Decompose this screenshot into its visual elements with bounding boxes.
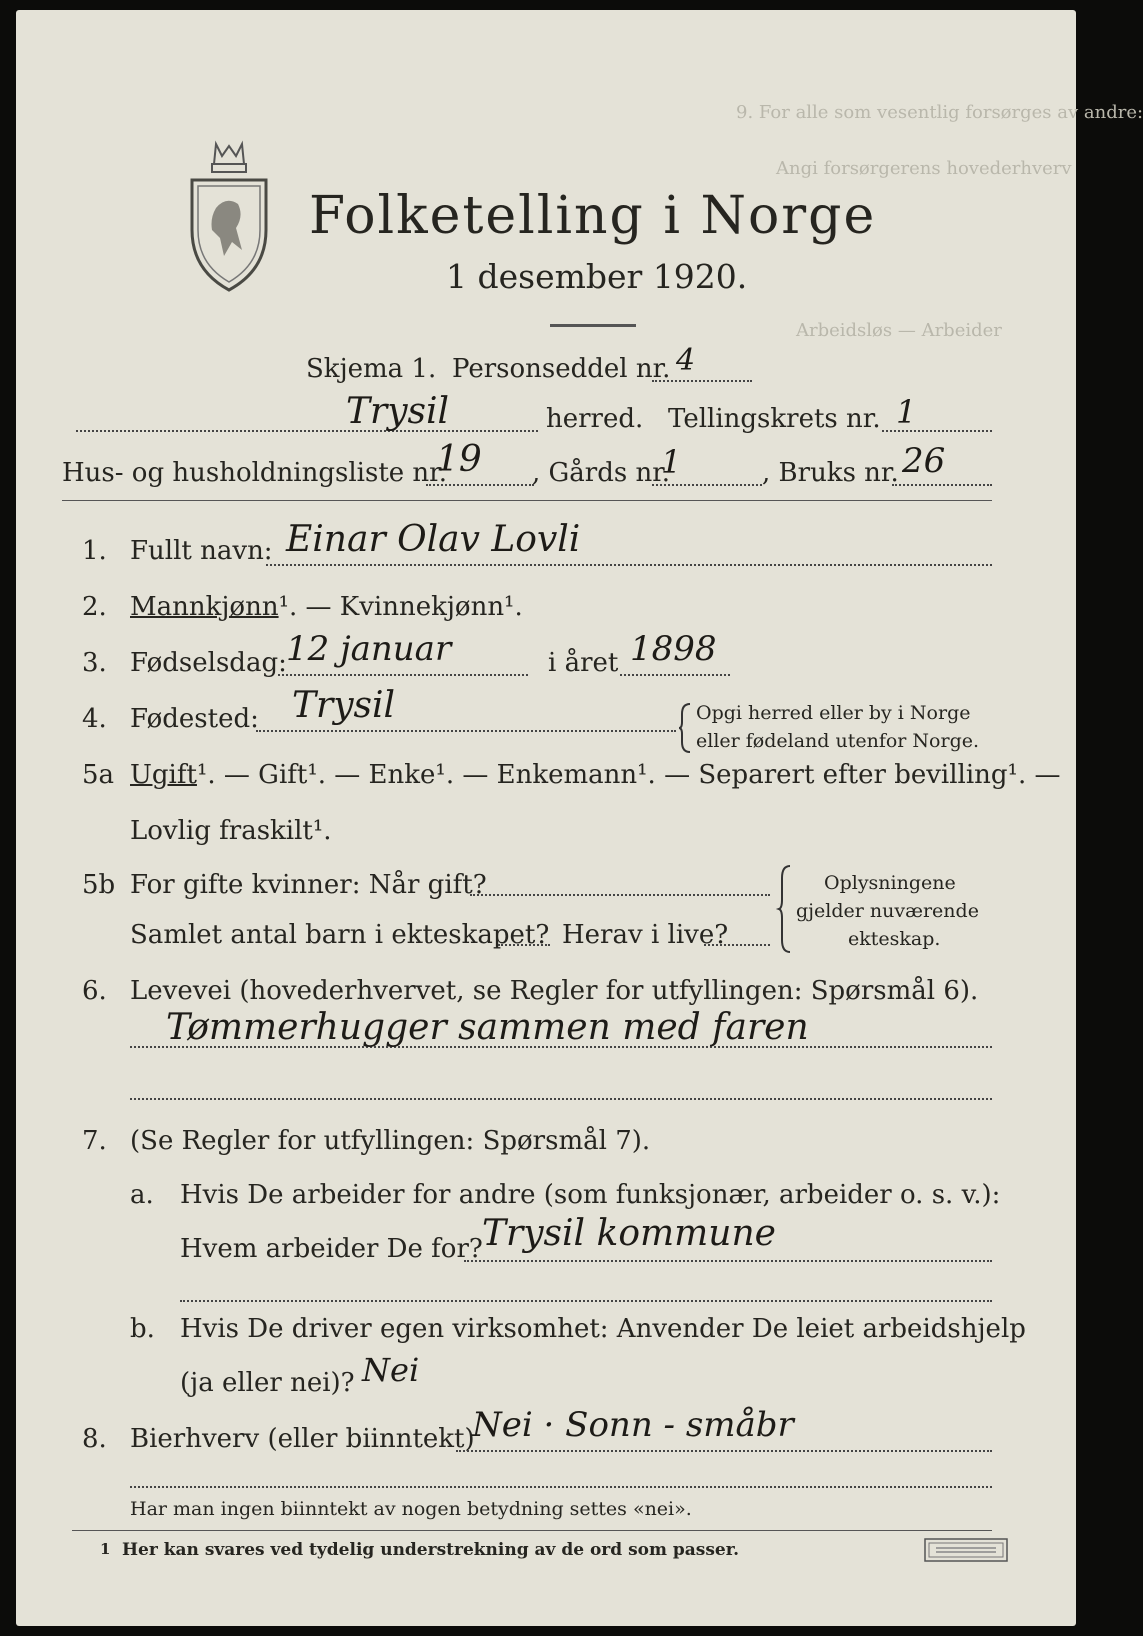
q3-value: 12 januar	[286, 629, 452, 669]
q6-line-2	[130, 1098, 992, 1100]
hus-label: Hus- og husholdningsliste nr.	[62, 458, 448, 488]
q8-line	[456, 1450, 992, 1452]
coat-of-arms-icon	[186, 138, 272, 298]
tellingskrets-value: 1	[896, 393, 917, 431]
footnote-mark: 1	[100, 1540, 111, 1558]
bruks-value: 26	[902, 441, 946, 481]
q5b-line1: For gifte kvinner: Når gift?	[130, 870, 487, 900]
q7-number: 7.	[82, 1126, 107, 1156]
q5a-line2: Lovlig fraskilt¹.	[130, 816, 332, 846]
q1-line	[266, 564, 992, 566]
q7a-line-2	[180, 1300, 992, 1302]
q7b-question: (ja eller nei)?	[180, 1368, 355, 1398]
q2-options	[130, 594, 523, 620]
q5a-ugift-option: Ugift	[130, 760, 197, 790]
q5a-options	[130, 762, 1061, 788]
q7-label: (Se Regler for utfyllingen: Spørsmål 7).	[130, 1126, 651, 1156]
q3-number: 3.	[82, 648, 107, 678]
q4-number: 4.	[82, 704, 107, 734]
q5b-line2b: Herav i live?	[562, 920, 729, 950]
q5b-brace-icon	[778, 864, 792, 954]
bruks-label: , Bruks nr.	[762, 458, 899, 488]
personseddel-value: 4	[676, 343, 696, 378]
q2-separator: ¹. —	[278, 592, 340, 622]
q1-number: 1.	[82, 536, 107, 566]
footer-note: Har man ingen biinntekt av nogen betydning settes «nei».	[130, 1498, 692, 1520]
q5b-line1-fill	[470, 894, 770, 896]
q1-value: Einar Olav Lovli	[286, 519, 581, 560]
footer-rule	[72, 1530, 992, 1531]
q5a-other-options: ¹. — Gift¹. — Enke¹. — Enkemann¹. — Separert efter bevilling¹. —	[196, 760, 1061, 790]
printer-stamp-icon	[924, 1538, 1008, 1562]
q1-label: Fullt navn:	[130, 536, 273, 566]
q8-line-2	[130, 1486, 992, 1488]
footnote-text: Her kan svares ved tydelig understrekning av de ord som passer.	[122, 1540, 740, 1560]
hus-line	[426, 484, 534, 486]
q7a-value: Trysil kommune	[482, 1213, 776, 1254]
q2-number: 2.	[82, 592, 107, 622]
q7b-line: Hvis De driver egen virksomhet: Anvender De leiet arbeidshjelp	[180, 1314, 1026, 1344]
form-date: 1 desember 1920.	[446, 257, 748, 296]
q8-label: Bierhverv (eller biinntekt)	[130, 1424, 475, 1454]
skjema-label: Skjema 1.	[306, 354, 437, 384]
q3-label: Fødselsdag:	[130, 648, 287, 678]
q7a-line: Hvis De arbeider for andre (som funksjonær, arbeider o. s. v.):	[180, 1180, 1001, 1210]
q5a-number: 5a	[82, 760, 115, 790]
q3-year-value: 1898	[630, 629, 717, 669]
q4-brace-icon	[678, 702, 692, 754]
q5b-barn-fill	[498, 944, 550, 946]
q5b-live-fill	[704, 944, 770, 946]
q2-female-option: Kvinnekjønn¹.	[339, 592, 523, 622]
q8-number: 8.	[82, 1424, 107, 1454]
q6-number: 6.	[82, 976, 107, 1006]
q4-value: Trysil	[292, 685, 396, 726]
q5b-number: 5b	[82, 870, 116, 900]
form-title: Folketelling i Norge	[309, 186, 877, 246]
q7a-line-1	[464, 1260, 992, 1262]
q5b-note-2: gjelder nuværende	[796, 900, 979, 922]
herred-label: herred.	[546, 404, 644, 434]
bruks-line	[892, 484, 992, 486]
q4-note-2: eller fødeland utenfor Norge.	[696, 730, 980, 752]
personseddel-label: Personseddel nr.	[452, 354, 671, 384]
q6-label: Levevei (hovederhvervet, se Regler for utfyllingen: Spørsmål 6).	[130, 976, 979, 1006]
herred-line	[76, 430, 538, 432]
gards-label: , Gårds nr.	[532, 458, 671, 488]
q3-year-line	[620, 674, 730, 676]
q7a-question: Hvem arbeider De for?	[180, 1234, 483, 1264]
q7b-letter: b.	[130, 1314, 155, 1344]
q3-date-line	[278, 674, 528, 676]
title-divider	[550, 324, 636, 327]
herred-value: Trysil	[346, 391, 450, 432]
q5b-note-1: Oplysningene	[824, 872, 956, 894]
q8-value: Nei · Sonn - småbr	[472, 1405, 794, 1445]
q4-label: Fødested:	[130, 704, 259, 734]
q4-note-1: Opgi herred eller by i Norge	[696, 702, 971, 724]
q2-male-option: Mannkjønn	[130, 592, 279, 622]
hus-value: 19	[436, 439, 482, 480]
q5b-line2a: Samlet antal barn i ekteskapet?	[130, 920, 550, 950]
gards-line	[652, 484, 762, 486]
personseddel-line	[652, 380, 752, 382]
tellingskrets-label: Tellingskrets nr.	[668, 404, 881, 434]
q6-value: Tømmerhugger sammen med faren	[166, 1007, 809, 1048]
header-rule	[62, 500, 992, 501]
q3-year-label: i året	[548, 648, 619, 678]
q5b-note-3: ekteskap.	[848, 928, 941, 950]
census-form-page: Folketelling i Norge 1 desember 1920. 9. For alle som vesentlig forsørges av andre: Angi forsørgerens hovederhverv Arbeidsløs — Arbeider Skjema 1. Personseddel nr. 4 Trysil herred. Tellingskrets nr. 1 Hus- og husholdningsliste nr. 19 , Gårds nr. 1 , Bruks nr. 26 1. Fullt navn: Einar Olav Lovli 2. Mannkjønn¹. — Kvinnekjønn¹. 3. Fødselsdag: 12 januar i året 1898 4. Fødested: Trysil Opgi herred eller by i Norge eller fødeland utenfor Norge. 5a Ugift¹. — Gift¹. — Enke¹. — Enkemann¹. — Separert efter bevilling¹. — Lovlig fraskilt¹. 5b For gifte kvinner: Når gift? Samlet antal barn i ekteskapet? Herav i live? Oplysningene gjelder nuværende ekteskap. 6. Levevei (hovederhvervet, se Regler for utfyllingen: Spørsmål 6). Tømmerhugger sammen med faren 7. (Se Regler for utfyllingen: Spørsmål 7). a. Hvis De arbeider for andre (som funksjonær, arbeider o. s. v.): Hvem arbeider De for? Trysil kommune b. Hvis De driver egen virksomhet: Anvender De leiet arbeidshjelp (ja eller nei)? Nei 8. Bierhverv (eller biinntekt) Nei · Sonn - småbr Har man ingen biinntekt av nogen betydning settes «nei». 1 Her kan svares ved tydelig understrekning av de ord som passer.	[16, 10, 1076, 1626]
q7b-value: Nei	[362, 1351, 420, 1389]
q7a-letter: a.	[130, 1180, 154, 1210]
gards-value: 1	[661, 443, 682, 481]
q4-line	[256, 730, 676, 732]
